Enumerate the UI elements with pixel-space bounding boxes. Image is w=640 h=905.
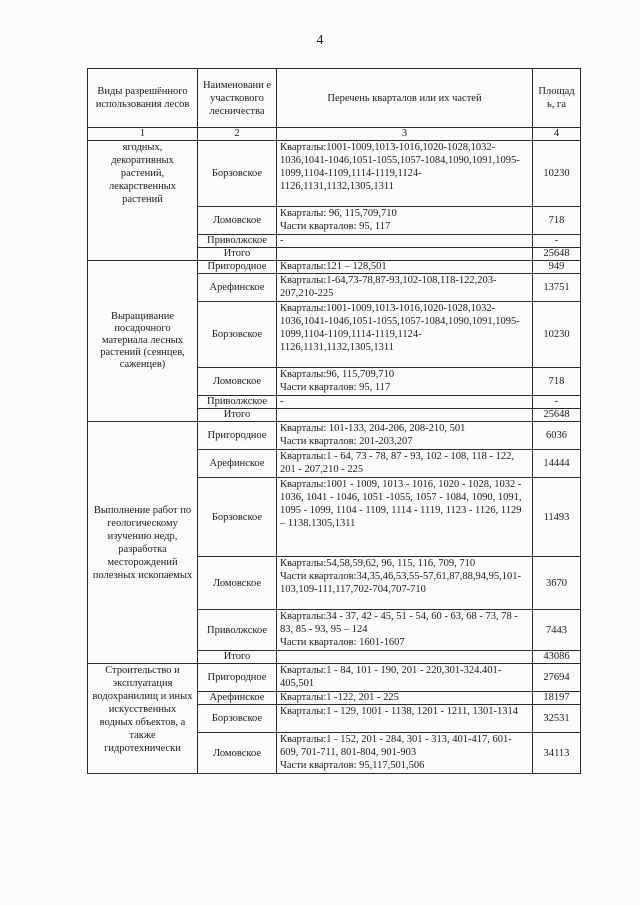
district-cell: Арефинское [198, 692, 277, 705]
table-row [88, 422, 581, 450]
total-area: 43086 [533, 651, 581, 664]
total-label: Итого [198, 651, 277, 664]
quarters-cell: Кварталы:1 - 84, 101 - 190, 201 - 220,301-324.401-405,501 [277, 664, 533, 692]
table-row [88, 141, 581, 207]
area-cell: 3670 [533, 557, 581, 610]
quarters-cell: Кварталы:96, 115,709,710 Части кварталов: 95, 117 [277, 368, 533, 396]
total-label: Итого [198, 248, 277, 261]
area-cell: 27694 [533, 664, 581, 692]
column-number: 1 [88, 128, 198, 141]
district-cell: Ломовское [198, 733, 277, 774]
header-use-type: Виды разрешённого использования лесов [88, 69, 198, 128]
area-cell: 7443 [533, 610, 581, 651]
quarters-cell: Кварталы:1001 - 1009, 1013 - 1016, 1020 - 1028, 1032 - 1036, 1041 - 1046, 1051 -1055, 1057 - 1084, 1090, 1091, 1095 - 1099, 1104 - 1109, 1114 - 1119, 1123 - 1126, 1129 – 1138.1305,1311 [277, 478, 533, 557]
area-cell: 34113 [533, 733, 581, 774]
quarters-cell: Кварталы:34 - 37, 42 - 45, 51 - 54, 60 - 63, 68 - 73, 78 - 83, 85 - 93, 95 – 124 Части кварталов: 1601-1607 [277, 610, 533, 651]
use-type-cell: Выполнение работ по геологическому изучению недр, разработка месторождений полезных ископаемых [88, 422, 198, 664]
quarters-cell: Кварталы:54,58,59,62, 96, 115, 116, 709, 710 Части кварталов:34,35,46,53,55-57,61,87,88,94,95,101-103,109-111,117,702-704,707-710 [277, 557, 533, 610]
quarters-cell: Кварталы:1001-1009,1013-1016,1020-1028,1032-1036,1041-1046,1051-1055,1057-1084,1090,1091,1095-1099,1104-1109,1114-1119,1124-1126,1131,1132,1305,1311 [277, 302, 533, 368]
area-cell: 18197 [533, 692, 581, 705]
district-cell: Пригородное [198, 664, 277, 692]
district-cell: Приволжское [198, 396, 277, 409]
quarters-cell: Кварталы:1001-1009,1013-1016,1020-1028,1032-1036,1041-1046,1051-1055,1057-1084,1090,1091,1095-1099,1104-1109,1114-1119,1124-1126,1131,1132,1305,1311 [277, 141, 533, 207]
column-number-row [88, 128, 581, 141]
table-row [88, 664, 581, 692]
column-number: 3 [277, 128, 533, 141]
district-cell: Ломовское [198, 368, 277, 396]
area-cell: 949 [533, 261, 581, 274]
table-row [88, 261, 581, 274]
quarters-cell: Кварталы:1 -122, 201 - 225 [277, 692, 533, 705]
district-cell: Борзовское [198, 705, 277, 733]
quarters-cell: Кварталы:1-64,73-78,87-93,102-108,118-122,203-207,210-225 [277, 274, 533, 302]
use-type-cell: Строительство и эксплуатация водохранилищ и иных искусственных водных объектов, а также гидротехнически [88, 664, 198, 774]
quarters-cell: - [277, 396, 533, 409]
quarters-cell: Кварталы:1 - 64, 73 - 78, 87 - 93, 102 - 108, 118 - 122, 201 - 207,210 - 225 [277, 450, 533, 478]
area-cell: 6036 [533, 422, 581, 450]
district-cell: Борзовское [198, 302, 277, 368]
header-area: Площад ь, га [533, 69, 581, 128]
area-cell: 10230 [533, 141, 581, 207]
page-number: 4 [316, 33, 324, 48]
district-cell: Арефинское [198, 450, 277, 478]
quarters-cell [277, 409, 533, 422]
header-district: Наименовани е участкового лесничества [198, 69, 277, 128]
quarters-cell: - [277, 235, 533, 248]
total-label: Итого [198, 409, 277, 422]
district-cell: Пригородное [198, 422, 277, 450]
quarters-table [87, 68, 581, 774]
district-cell: Приволжское [198, 610, 277, 651]
quarters-cell: Кварталы: 96, 115,709,710 Части кварталов: 95, 117 [277, 207, 533, 235]
district-cell: Приволжское [198, 235, 277, 248]
district-cell: Пригородное [198, 261, 277, 274]
quarters-cell: Кварталы:121 – 128,501 [277, 261, 533, 274]
quarters-cell: Кварталы:1 - 152, 201 - 284, 301 - 313, 401-417, 601-609, 701-711, 801-804, 901-903 Части кварталов: 95,117,501,506 [277, 733, 533, 774]
total-area: 25648 [533, 409, 581, 422]
area-cell: 14444 [533, 450, 581, 478]
area-cell: 718 [533, 207, 581, 235]
quarters-cell: Кварталы: 101-133, 204-206, 208-210, 501 Части кварталов: 201-203,207 [277, 422, 533, 450]
district-cell: Арефинское [198, 274, 277, 302]
quarters-cell [277, 248, 533, 261]
district-cell: Борзовское [198, 141, 277, 207]
area-cell: - [533, 396, 581, 409]
district-cell: Борзовское [198, 478, 277, 557]
area-cell: 10230 [533, 302, 581, 368]
quarters-cell: Кварталы:1 - 129, 1001 - 1138, 1201 - 1211, 1301-1314 [277, 705, 533, 733]
header-quarters: Перечень кварталов или их частей [277, 69, 533, 128]
column-number: 2 [198, 128, 277, 141]
header-row [88, 69, 581, 128]
total-area: 25648 [533, 248, 581, 261]
area-cell: - [533, 235, 581, 248]
quarters-cell [277, 651, 533, 664]
use-type-cell: ягодных, декоративных растений, лекарственных растений [88, 141, 198, 261]
area-cell: 11493 [533, 478, 581, 557]
area-cell: 13751 [533, 274, 581, 302]
use-type-cell: Выращивание посадочного материала лесных растений (сеянцев, саженцев) [88, 261, 198, 422]
district-cell: Ломовское [198, 557, 277, 610]
area-cell: 718 [533, 368, 581, 396]
district-cell: Ломовское [198, 207, 277, 235]
column-number: 4 [533, 128, 581, 141]
area-cell: 32531 [533, 705, 581, 733]
